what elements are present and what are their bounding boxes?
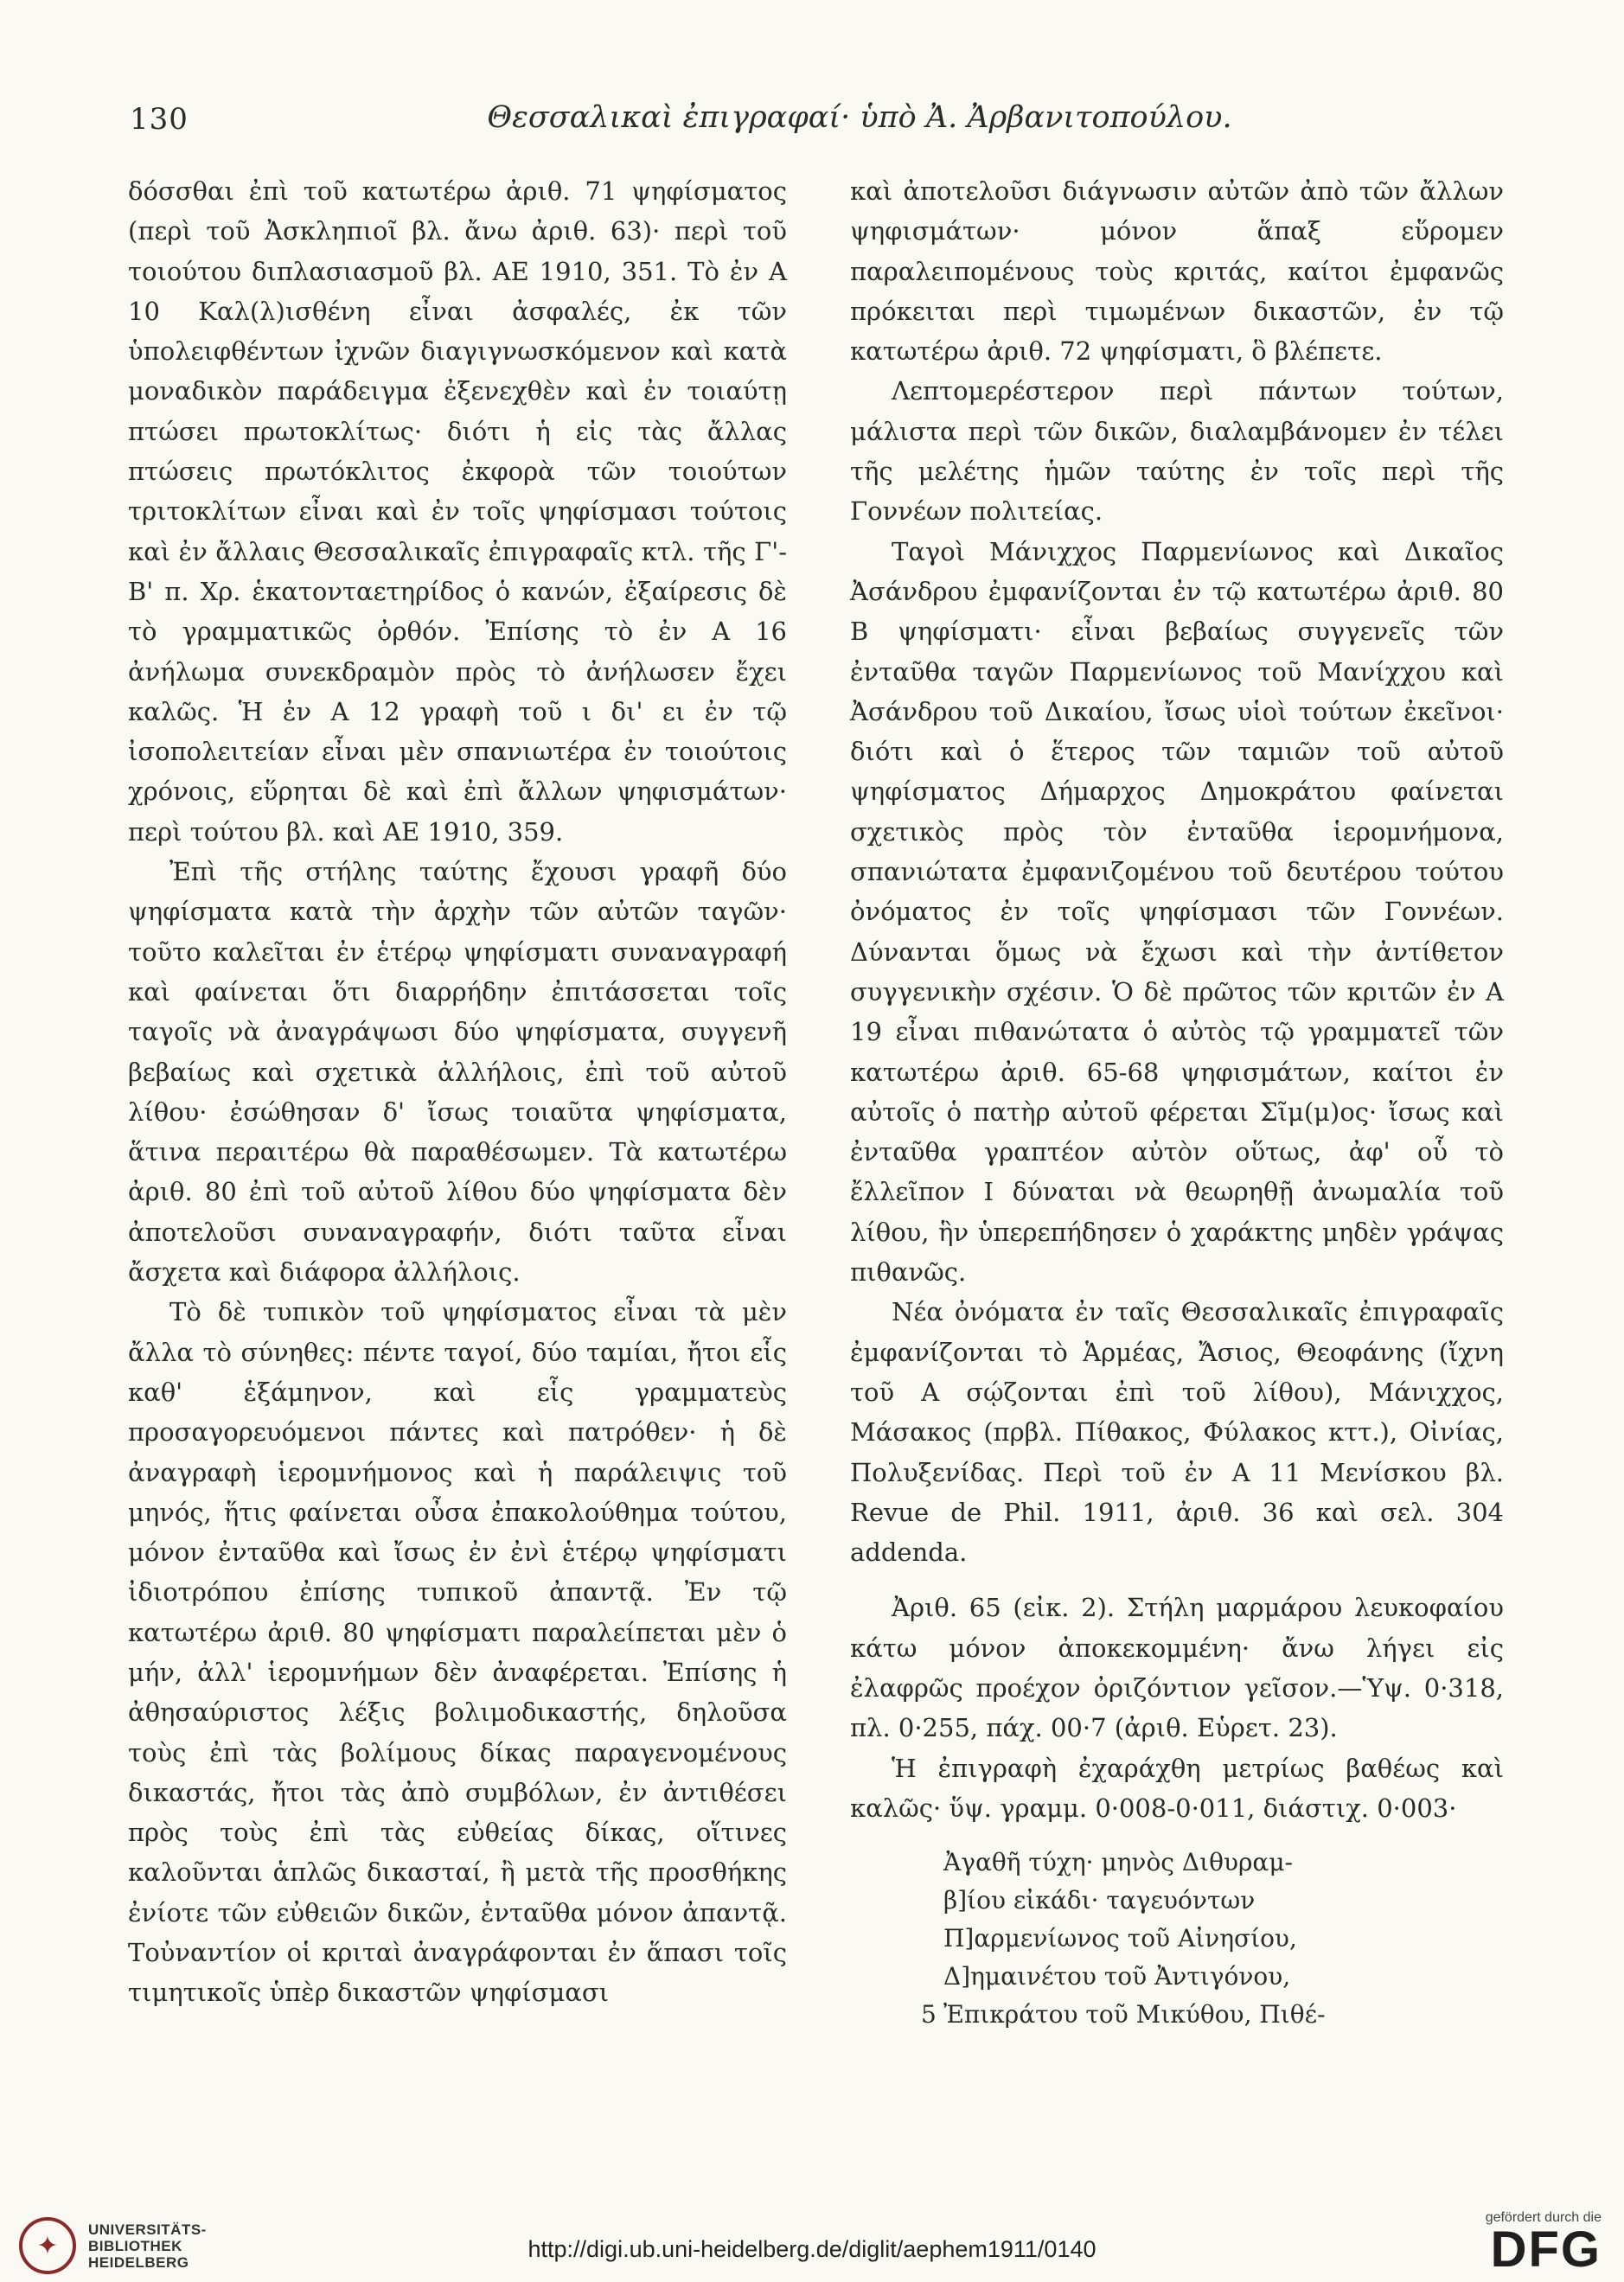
paragraph: Ἐπὶ τῆς στήλης ταύτης ἔχουσι γραφῆ δύο ψηφίσματα κατὰ τὴν ἀρχὴν τῶν αὐτῶν ταγῶν· τοῦτο καλεῖται ἐν ἑτέρῳ ψηφίσματι συναναγραφή καὶ φαίνεται ὅτι διαρρήδην ἐπιτάσσεται τοῖς ταγοῖς νὰ ἀναγράψωσι δύο ψηφίσματα, συγγενῆ βεβαίως καὶ σχετικὰ ἀλλήλοις, ἐπὶ τοῦ αὐτοῦ λίθου· ἐσώθησαν δ' ἴσως τοιαῦτα ψηφίσματα, ἅτινα περαιτέρω θὰ παραθέσωμεν. Τὰ κατωτέρω ἀριθ. 80 ἐπὶ τοῦ αὐτοῦ λίθου δύο ψηφίσματα δὲν ἀποτελοῦσι συναναγραφήν, διότι ταῦτα εἶναι ἄσχετα καὶ διάφορα ἀλλήλοις. <box>128 857 787 1288</box>
paragraph: καὶ ἀποτελοῦσι διάγνωσιν αὐτῶν ἀπὸ τῶν ἄλλων ψηφισμάτων· μόνον ἅπαξ εὕρομεν παραλειπομένους τοὺς κριτάς, καίτοι ἐμφανῶς πρόκειται περὶ τιμωμένων δικαστῶν, ἐν τῷ κατωτέρω ἀριθ. 72 ψηφίσματι, ὃ βλέπετε. <box>850 176 1504 367</box>
inscription-line: Δ]ημαινέτου τοῦ Ἀντιγόνου, <box>943 1962 1291 1991</box>
dfg-logo[interactable] <box>1485 2210 1602 2278</box>
document-url[interactable]: http://digi.ub.uni-heidelberg.de/diglit/aephem1911/0140 <box>527 2236 1097 2262</box>
inscription-text <box>921 1844 1504 2034</box>
paragraph: Τὸ δὲ τυπικὸν τοῦ ψηφίσματος εἶναι τὰ μὲν ἄλλα τὸ σύνηθες: πέντε ταγοί, δύο ταμίαι, ἤτοι εἷς καθ' ἑξάμηνον, καὶ εἷς γραμματεὺς προσαγορευόμενοι πάντες καὶ πατρόθεν· ἡ δὲ ἀναγραφὴ ἱερομνήμονος καὶ ἡ παράλειψις τοῦ μηνός, ἥτις φαίνεται οὖσα ἐπακολούθημα τούτου, μόνον ἐνταῦθα καὶ ἴσως ἐν ἐνὶ ἑτέρῳ ψηφίσματι ἰδιοτρόπου ἐπίσης τυπικοῦ ἀπαντᾷ. Ἐν τῷ κατωτέρω ἀριθ. 80 ψηφίσματι παραλείπεται μὲν ὁ μήν, ἀλλ' ἱερομνήμων δὲν ἀναφέρεται. Ἐπίσης ἡ ἀθησαύριστος λέξις βολιμοδικαστής, δηλοῦσα τοὺς ἐπὶ τὰς βολίμους δίκας παραγενομένους δικαστάς, ἤτοι τὰς ἀπὸ συμβόλων, ἐν ἀντιθέσει πρὸς τοὺς ἐπὶ τὰς εὐθείας δίκας, οἵτινες καλοῦνται ἁπλῶς δικασταί, ἢ μετὰ τῆς προσθήκης ἐνίοτε τῶν εὐθειῶν δικῶν, ἐνταῦθα μόνον ἀπαντᾷ. Τοὐναντίον οἱ κριταὶ ἀναγράφονται ἐν ἅπασι τοῖς τιμητικοῖς ὑπὲρ δικαστῶν ψηφίσμασι <box>128 1297 787 2008</box>
inscription-line: β]ίου εἰκάδι· ταγευόντων <box>943 1886 1256 1915</box>
funding-caption: gefördert durch die <box>1485 2210 1602 2225</box>
right-column <box>850 171 1504 2034</box>
university-seal-icon: ✦ <box>19 2217 76 2274</box>
library-logo-text: UNIVERSITÄTS- BIBLIOTHEK HEIDELBERG <box>88 2221 207 2271</box>
paragraph: Ταγοὶ Μάνιχχος Παρμενίωνος καὶ Δικαῖος Ἀσάνδρου ἐμφανίζονται ἐν τῷ κατωτέρω ἀριθ. 80 Β ψηφίσματι· εἶναι βεβαίως συγγενεῖς τῶν ἐνταῦθα ταγῶν Παρμενίωνος τοῦ Μανίχχου καὶ Ἀσάνδρου τοῦ Δικαίου, ἴσως υἱοὶ τούτων ἐκεῖνοι· διότι καὶ ὁ ἕτερος τῶν ταμιῶν τοῦ αὐτοῦ ψηφίσματος Δήμαρχος Δημοκράτου φαίνεται σχετικὸς πρὸς τὸν ἐνταῦθα ἱερομνήμονα, σπανιώτατα ἐμφανιζομένου τοῦ δευτέρου τούτου ὀνόματος ἐν τοῖς ψηφίσμασι τῶν Γοννέων. Δύνανται ὅμως νὰ ἔχωσι καὶ τὴν ἀντίθετον συγγενικὴν σχέσιν. Ὁ δὲ πρῶτος τῶν κριτῶν ἐν Α 19 εἶναι πιθανώτατα ὁ αὐτὸς τῷ γραμματεῖ τῶν κατωτέρω ἀριθ. 65-68 ψηφισμάτων, καίτοι ἐν αὐτοῖς ὁ πατὴρ αὐτοῦ φέρεται Σῖμ(μ)ος· ἴσως καὶ ἐνταῦθα γραπτέον αὐτὸν οὕτως, ἀφ' οὗ τὸ ἔλλεῖπον Ι δύναται νὰ θεωρηθῇ ἀνωμαλία τοῦ λίθου, ἣν ὑπερεπήδησεν ὁ χαράκτης μηδὲν γράψας πιθανῶς. <box>850 536 1504 1288</box>
inscription-line: Ἀγαθῆ τύχη· μηνὸς Διθυραμ- <box>943 1848 1293 1877</box>
left-column <box>128 171 787 2013</box>
inscription-line-5: 5 Ἐπικράτου τοῦ Μικύθου, Πιθέ- <box>921 2000 1326 2030</box>
paragraph: Ἡ ἐπιγραφὴ ἐχαράχθη μετρίως βαθέως καὶ καλῶς· ὕψ. γραμμ. 0·008-0·011, διάστιχ. 0·003· <box>850 1753 1504 1823</box>
inscription-line: Π]αρμενίωνος τοῦ Αἰνησίου, <box>943 1924 1297 1953</box>
page-number: 130 <box>130 102 189 137</box>
inscription-line-text: Ἐπικράτου τοῦ Μικύθου, Πιθέ- <box>943 2000 1326 2030</box>
paragraph: Λεπτομερέστερον περὶ πάντων τούτων, μάλιστα περὶ τῶν δικῶν, διαλαμβάνομεν ἐν τέλει τῆς μελέτης ἡμῶν ταύτης ἐν τοῖς περὶ τῆς Γοννέων πολιτείας. <box>850 376 1504 527</box>
viewer-footer <box>0 2207 1624 2282</box>
entry-heading-paragraph: Ἀριθ. 65 (εἰκ. 2). Στήλη μαρμάρου λευκοφαίου κάτω μόνον ἀποκεκομμένη· ἄνω λήγει εἰς ἐλαφρῶς προέχον ὀριζόντιον γεῖσον.—Ὑψ. 0·318, πλ. 0·255, πάχ. 00·7 (ἀριθ. Εὑρετ. 23). <box>850 1593 1504 1743</box>
running-head: Θεσσαλικαὶ ἐπιγραφαί· ὑπὸ Ἀ. Ἀρβανιτοπούλου. <box>487 100 1232 135</box>
dfg-wordmark: DFG <box>1490 2221 1602 2278</box>
paragraph: Νέα ὀνόματα ἐν ταῖς Θεσσαλικαῖς ἐπιγραφαῖς ἐμφανίζονται τὸ Ἁρμέας, Ἄσιος, Θεοφάνης (ἴχνη τοῦ Α σῴζονται ἐπὶ τοῦ λίθου), Μάνιχχος, Μάσακος (πρβλ. Πίθακος, Φύλακος κττ.), Οἰνίας, Πολυξενίδας. Περὶ τοῦ ἐν Α 11 Μενίσκου βλ. Revue de Phil. 1911, ἀριθ. 36 καὶ σελ. 304 addenda. <box>850 1297 1504 1568</box>
paragraph: δόσσθαι ἐπὶ τοῦ κατωτέρω ἀριθ. 71 ψηφίσματος (περὶ τοῦ Ἀσκληπιοῖ βλ. ἄνω ἀριθ. 63)· περὶ τοῦ τοιούτου διπλασιασμοῦ βλ. ΑΕ 1910, 351. Τὸ ἐν Α 10 Καλ(λ)ισθένη εἶναι ἀσφαλές, ἐκ τῶν ὑπολειφθέντων ἰχνῶν διαγιγνωσκόμενον καὶ κατὰ μοναδικὸν παράδειγμα ἐξενεχθὲν καὶ ἐν τοιαύτῃ πτώσει πρωτοκλίτως· διότι ἡ εἰς τὰς ἄλλας πτώσεις πρωτόκλιτος ἐκφορὰ τῶν τοιούτων τριτοκλίτων εἶναι καὶ ἐν τοῖς ψηφίσμασι τούτοις καὶ ἐν ἄλλαις Θεσσαλικαῖς ἐπιγραφαῖς κτλ. τῆς Γ'-Β' π. Χρ. ἑκατονταετηρίδος ὁ κανών, ἐξαίρεσις δὲ τὸ γραμματικῶς ὀρθόν. Ἐπίσης τὸ ἐν Α 16 ἀνήλωμα συνεκδραμὸν πρὸς τὸ ἀνήλωσεν ἔχει καλῶς. Ἡ ἐν Α 12 γραφὴ τοῦ ι δι' ει ἐν τῷ ἰσοπολειτείαν εἶναι μὲν σπανιωτέρα ἐν τοιούτοις χρόνοις, εὕρηται δὲ καὶ ἐπὶ ἄλλων ψηφισμάτων· περὶ τούτου βλ. καὶ ΑΕ 1910, 359. <box>128 176 787 847</box>
